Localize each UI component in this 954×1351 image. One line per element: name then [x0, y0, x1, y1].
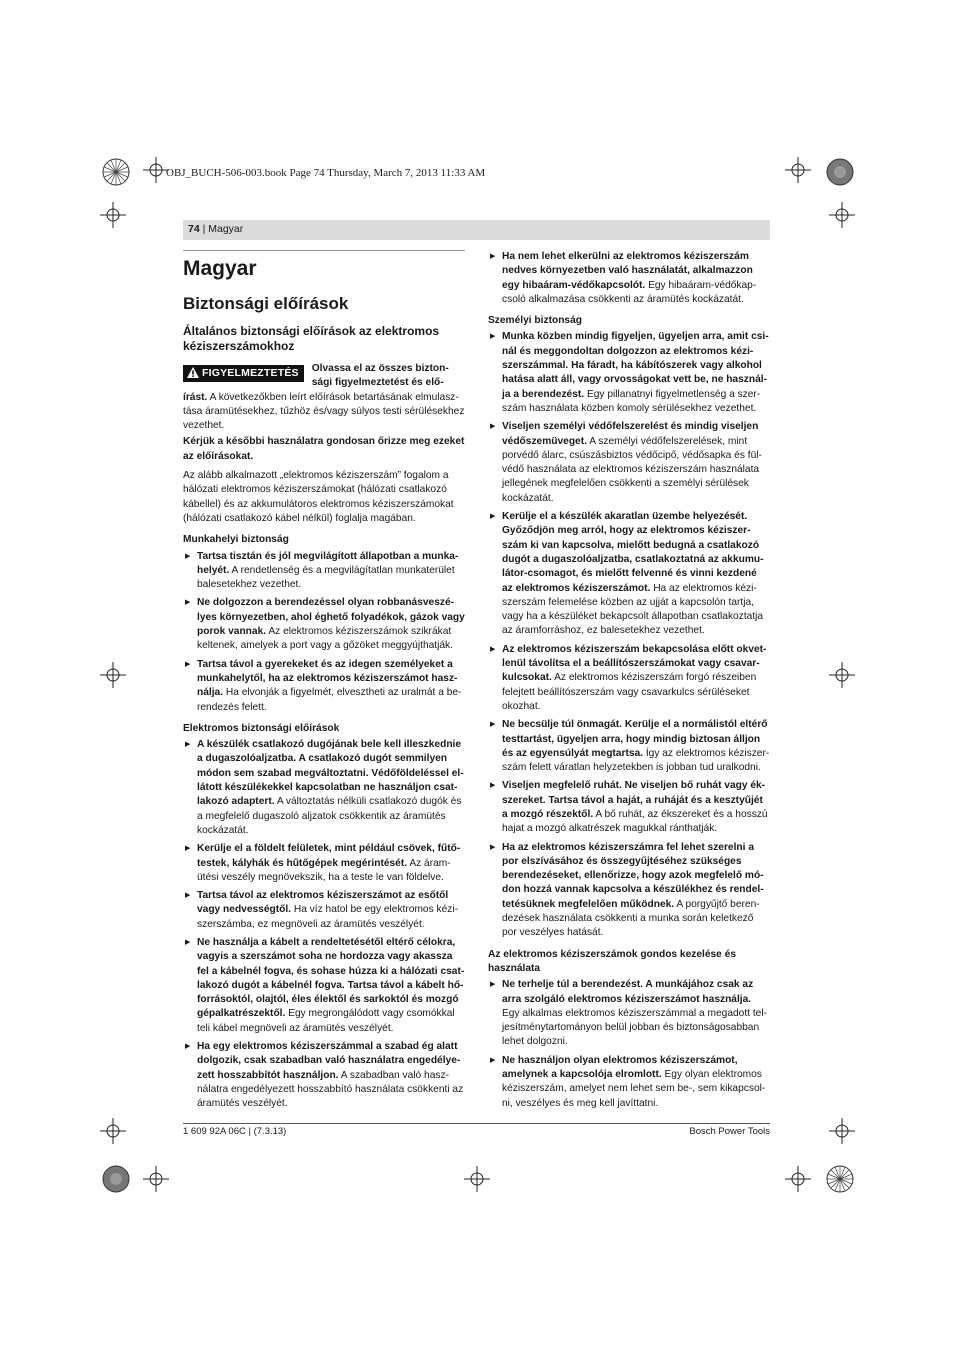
section-heading: Az elektromos kéziszerszámok gondos kezelése és használata [488, 948, 737, 974]
left-column [183, 250, 465, 1116]
crosshair-icon [829, 1118, 855, 1144]
warning-text: A következőkben leírt előírások betartásának elmulasz-tása áramütésekhez, tűzhöz és/vagy súlyos testi sérülésekhez vezethet. [183, 391, 465, 432]
page-title: Magyar [183, 257, 257, 280]
warning-bold: Olvassa el az összes bizton-sági figyelmeztetést és elő-írást. [183, 363, 449, 403]
section-block [488, 314, 770, 940]
section-block [183, 722, 465, 1112]
list-item: ▶ Ne dolgozzon a berendezéssel olyan robbanásveszé-lyes környezetben, ahol éghető folyadékok, gázok vagy porok vannak. Az elektromos kéziszerszámok szikrákat keltenek, amelyek a port vagy a gőzöket meggyújthatják. [183, 596, 465, 653]
list-item: ▶ Munka közben mindig figyeljen, ügyeljen arra, amit csi-nál és meggondoltan dolgozzon az elektromos kézi-szerszámmal. Ha fáradt, ha kábítószerek vagy alkohol hatása alatt áll, vagy orvosságokat vett be, ne használ-ja a berendezést. Egy pillanatnyi figyelmetlenség a szer-szám használata közben komoly sérülésekhez vezethet. [488, 330, 770, 416]
list-item: ▶ Viseljen megfelelő ruhát. Ne viseljen bő ruhát vagy ék-szereket. Tartsa távol a haját, a ruháját és a kesztyűjét a mozgó részektől. A bő ruhát, az ékszereket és a hosszú hajat a mozgó alkatrészek magukkal ránthatják. [488, 779, 770, 836]
crosshair-icon [143, 157, 169, 183]
footer-doc-number: 1 609 92A 06C | (7.3.13) [183, 1126, 287, 1137]
list-item: ▶ Viseljen személyi védőfelszerelést és mindig viseljen védőszemüveget. A személyi védőfelszerelések, mint porvédő álarc, csúszásbiztos védőcipő, védősapka és fül-védő használata az elektromos kéziszerszám használata jellegének megfelelően csökkenti a személyi sérülések kockázatát. [488, 420, 770, 506]
crosshair-icon [785, 1166, 811, 1192]
warning-block [183, 362, 465, 433]
crosshair-icon [100, 662, 126, 688]
crosshair-icon [464, 1166, 490, 1192]
crosshair-icon [100, 202, 126, 228]
header-separator: | [199, 223, 209, 235]
section-heading: Elektromos biztonsági előírások [183, 722, 340, 734]
list-item: ▶ Ne használjon olyan elektromos kéziszerszámot, amelynek a kapcsolója elromlott. Egy olyan elektromos kéziszerszám, amelyet nem lehet sem be-, sem kikapcsol-ni, veszélyes és meg kell javíttatni. [488, 1054, 770, 1111]
bullet-list [183, 738, 465, 1111]
section-heading: Személyi biztonság [488, 315, 582, 327]
bullet-list [488, 978, 770, 1111]
registration-gray-disc-icon [102, 1165, 130, 1193]
bullet-list [488, 330, 770, 940]
list-item: ▶ Tartsa tisztán és jól megvilágított állapotban a munka-helyét. A rendetlenség és a megvilágítatlan munkaterület balesetekhez vezethet. [183, 550, 465, 593]
left-sections [183, 533, 465, 1111]
section-heading: Munkahelyi biztonság [183, 534, 289, 546]
crosshair-icon [100, 1118, 126, 1144]
list-item: ▶ Ne terhelje túl a berendezést. A munkájához csak az arra szolgáló elektromos kéziszerszámot használja. Egy alkalmas elektromos kéziszerszámmal a megadott tel-jesítménytartományon belül jobban és biztonságosabban lehet dolgozni. [488, 978, 770, 1049]
subsection-title: Általános biztonsági előírások az elektromos kéziszerszámokhoz [183, 324, 440, 353]
list-item: ▶ Kerülje el a készülék akaratlan üzembe helyezését. Győződjön meg arról, hogy az elektromos kéziszer-szám ki van kapcsolva, mielőtt bedugná a csatlakozó dugót a dugaszolóaljzatba, csatlakoztatná az akkumu-látor-csomagot, és mielőtt felvenné és vinni kezdené az elektromos kéziszerszámot. Ha az elektromos kézi-szerszám felemelése közben az ujját a kapcsolón tartja, vagy ha a készüléket bekapcsolt állapotban csatlakoztatja az áramforráshoz, ez balesetekhez vezethet. [488, 510, 770, 639]
list-item: ▶ Ha nem lehet elkerülni az elektromos kéziszerszám nedves környezetben való használatát, alkalmazzon egy hibaáram-védőkapcsolót. Egy hibaáram-védőkap-csoló alkalmazása csökkenti az áramütés kockázatát. [488, 250, 770, 307]
registration-gray-disc-icon [826, 158, 854, 186]
crosshair-icon [785, 157, 811, 183]
right-sections [488, 314, 770, 1111]
right-column [488, 250, 770, 1115]
crosshair-icon [829, 662, 855, 688]
crosshair-icon [829, 202, 855, 228]
page-header [183, 220, 770, 240]
crosshair-icon [143, 1166, 169, 1192]
list-item: ▶ Ne használja a kábelt a rendeltetésétől eltérő célokra, vagyis a szerszámot soha ne hordozza vagy akassza fel a kábelnél fogva, és sohase húzza ki a hálózati csat-lakozó dugót a kábelnél fogva. Tartsa távol a kábelt hő-forrásoktól, olajtól, éles élektől és sarkoktól és mozgó gépalkatrészektől. Egy megrongálódott vagy csomókkal teli kábel megnöveli az áramütés veszélyét. [183, 936, 465, 1036]
section-block [488, 948, 770, 1111]
header-language: Magyar [208, 223, 244, 235]
footer-rule [183, 1123, 770, 1124]
list-item: ▶ Tartsa távol a gyerekeket és az idegen személyeket a munkahelytől, ha az elektromos kéziszerszámot hasz-nálja. Ha elvonják a figyelmét, elvesztheti az uralmát a be-rendezés felett. [183, 658, 465, 715]
list-item: ▶ Kerülje el a földelt felületek, mint például csövek, fűtő-testek, kályhák és hűtőgépek megérintését. Az áram-ütési veszély megnövekszik, ha a teste le van földelve. [183, 842, 465, 885]
page-number: 74 [188, 223, 200, 235]
footer-brand: Bosch Power Tools [689, 1126, 770, 1137]
list-item: ▶ Az elektromos kéziszerszám bekapcsolása előtt okvet-lenül távolítsa el a beállítószerszámokat vagy csavar-kulcsokat. Az elektromos kéziszerszám forgó részeiben felejtett beállítószerszám vagy csavarkulcs sérüléseket okozhat. [488, 643, 770, 714]
keep-note: Kérjük a későbbi használatra gondosan őrizze meg ezeket az előírásokat. [183, 436, 465, 462]
registration-rosette-icon [102, 158, 130, 186]
section-block [183, 533, 465, 715]
right-top-list [488, 250, 770, 307]
intro-paragraph: Az alább alkalmazott „elektromos kéziszerszám” fogalom a hálózati elektromos kéziszerszámokat (hálózati csatlakozó kábellel) és az akkumulátoros elektromos kéziszerszámokat (hálózati csatlakozó kábel nélkül) foglalja magában. [183, 470, 454, 524]
list-item: ▶ Ha egy elektromos kéziszerszámmal a szabad ég alatt dolgozik, csak szabadban való használatra engedélye-zett hosszabbítót használjon. A szabadban való hasz-nálatra engedélyezett hosszabbító használata csökkenti az áramütés veszélyét. [183, 1040, 465, 1111]
list-item: ▶ Ne becsülje túl önmagát. Kerülje el a normálistól eltérő testtartást, ügyeljen arra, hogy mindig biztosan álljon és az egyensúlyát megtartsa. Így az elektromos kéziszer-szám felett váratlan helyzetekben is jobban tud uralkodni. [488, 718, 770, 775]
registration-rosette-icon [826, 1165, 854, 1193]
heading-rule [183, 250, 465, 251]
warning-badge: FIGYELMEZTETÉS [183, 365, 304, 382]
list-item: ▶ Tartsa távol az elektromos kéziszerszámot az esőtől vagy nedvességtől. Ha víz hatol be egy elektromos kézi-szerszámba, ez megnöveli az áramütés veszélyét. [183, 889, 465, 932]
bullet-list [183, 550, 465, 715]
warning-triangle-icon [187, 367, 199, 378]
list-item: ▶ A készülék csatlakozó dugójának bele kell illeszkednie a dugaszolóaljzatba. A csatlakozó dugót semmilyen módon sem szabad megváltoztatni. Védőföldeléssel el-látott készülékekkel kapcsolatban ne használjon csat-lakozó adaptert. A változtatás nélküli csatlakozó dugók és a megfelelő dugaszoló aljzatok csökkentik az áramütés kockázatát. [183, 738, 465, 838]
print-slug: OBJ_BUCH-506-003.book Page 74 Thursday, March 7, 2013 11:33 AM [166, 167, 486, 179]
list-item: ▶ Ha az elektromos kéziszerszámra fel lehet szerelni a por elszívásához és összegyűjtéséhez szükséges berendezéseket, ellenőrizze, hogy azok megfelelő mó-don hozzá vannak kapcsolva a készülékhez és rendel-tetésüknek megfelelően működnek. A porgyűjtő beren-dezések használata csökkenti a munka során keletkező por veszélyes hatását. [488, 841, 770, 941]
section-title: Biztonsági előírások [183, 294, 349, 313]
